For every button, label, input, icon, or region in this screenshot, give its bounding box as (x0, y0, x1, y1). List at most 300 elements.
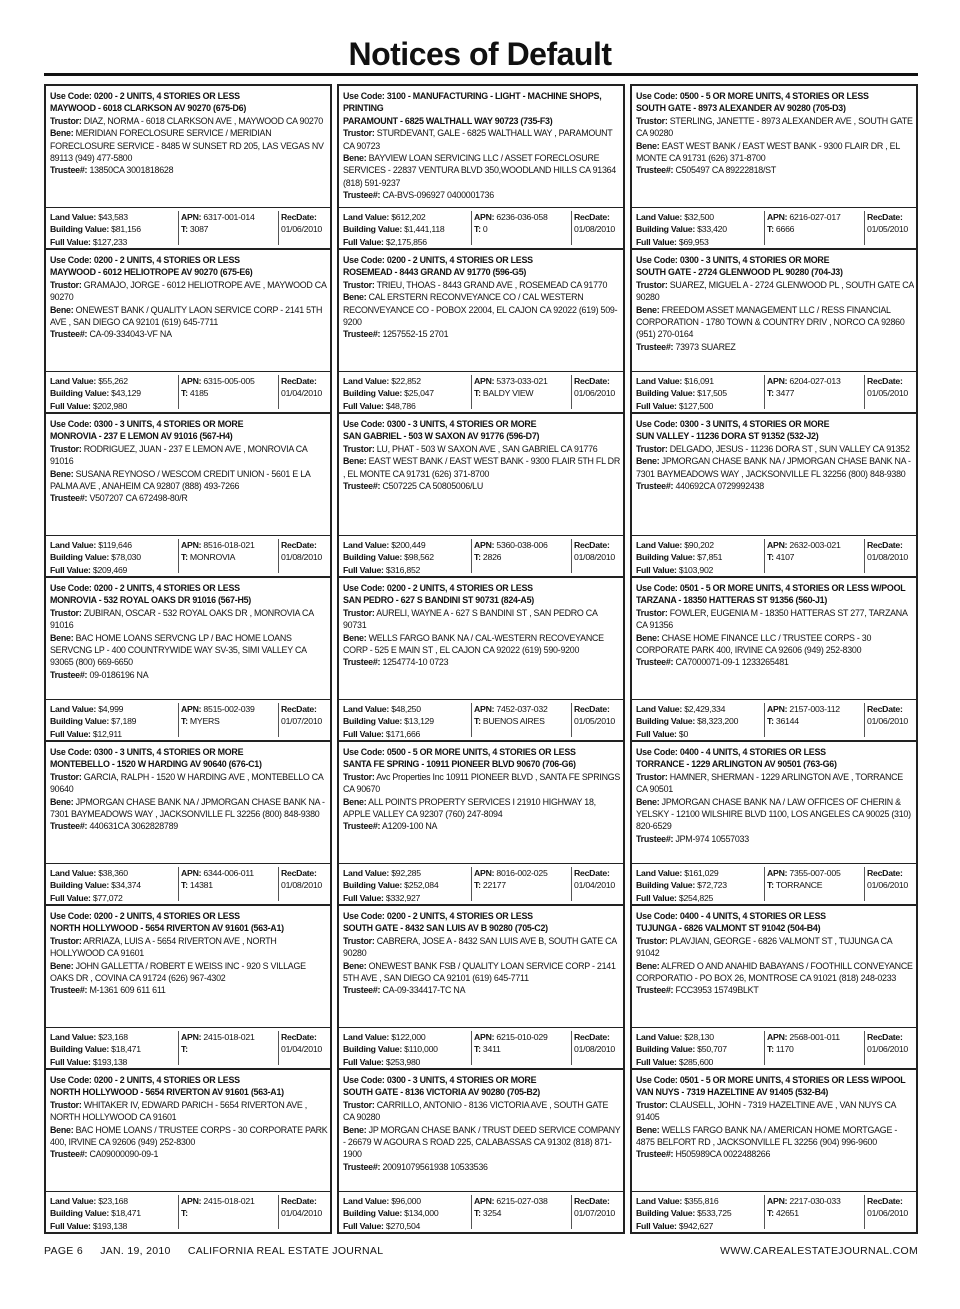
record-date (278, 375, 331, 409)
trustor (50, 935, 328, 960)
valuations (636, 703, 760, 740)
tract-label: T: (767, 1208, 774, 1219)
full-value-label: Full Value: (50, 1220, 91, 1231)
rec-date-label: RecDate: (867, 1196, 903, 1206)
use-code (636, 1074, 914, 1086)
apn (767, 375, 865, 387)
tract-label: T: (767, 388, 774, 399)
trustee-number (50, 820, 328, 832)
apn-value: 6216-027-017 (789, 212, 841, 222)
tract-label: T: (767, 880, 774, 891)
property-address: MAYWOOD - 6012 HELIOTROPE AV 90270 (675-E6) (50, 267, 253, 278)
footer-page: PAGE 6 (44, 1245, 83, 1257)
trustor-value: TRIEU, THOAS - 8443 GRAND AVE , ROSEMEAD CA 91770 (376, 279, 608, 290)
land-value (50, 375, 174, 387)
notice-entry (46, 414, 330, 578)
beneficiary-label: Bene: (343, 153, 367, 164)
notice-body (343, 1074, 621, 1186)
rec-date-value: 01/08/2010 (281, 880, 322, 891)
trustee-number-value: 20091079561938 10533536 (382, 1161, 488, 1172)
trustor-value: FOWLER, EUGENIA M - 18350 HATTERAS ST 277, TARZANA CA 91356 (636, 607, 908, 631)
value-row (46, 535, 330, 576)
notice-entry (46, 86, 330, 250)
building-value-label: Building Value: (636, 1208, 695, 1219)
tract-value: 3477 (775, 388, 795, 399)
rec-date-label: RecDate: (281, 868, 317, 878)
notice-body (343, 910, 621, 1022)
beneficiary-label: Bene: (50, 468, 74, 479)
building-value-value: $72,723 (697, 880, 727, 891)
footer-left (44, 1245, 397, 1257)
valuations (50, 539, 174, 576)
rec-date-label: RecDate: (867, 868, 903, 878)
rec-date-value: 01/06/2010 (281, 224, 322, 235)
rec-date-value: 01/04/2010 (574, 880, 615, 891)
trustor-label: Trustor: (636, 771, 668, 782)
building-value (50, 1207, 174, 1219)
notice-entry (46, 1070, 330, 1234)
footer-date: JAN. 19, 2010 (100, 1245, 171, 1257)
rec-date-label: RecDate: (281, 704, 317, 714)
trustee-number (636, 1148, 914, 1160)
notice-body (343, 254, 621, 366)
parcel-info (764, 703, 865, 737)
record-date (864, 375, 917, 409)
beneficiary-value: ONEWEST BANK FSB / QUALITY LOAN SERVICE CORP - 2141 5TH AVE , SAN DIEGO CA 92101 (619) 645-7711 (343, 960, 616, 984)
land-value (636, 867, 760, 879)
trustor-label: Trustor: (636, 443, 668, 454)
parcel-info (471, 1031, 572, 1065)
use-code (636, 418, 914, 430)
tract-value: 3254 (482, 1208, 502, 1219)
full-value-value: $316,852 (385, 564, 421, 575)
beneficiary-label: Bene: (636, 632, 660, 643)
land-value-value: $23,168 (98, 1032, 128, 1042)
use-code-value: 0300 - 3 UNITS, 4 STORIES OR MORE (679, 419, 830, 429)
tract (767, 879, 865, 891)
apn (181, 539, 279, 551)
tract-label: T: (181, 880, 188, 891)
building-value-value: $43,129 (111, 388, 141, 399)
trustor-value: WHITAKER IV, EDWARD PARICH - 5654 RIVERTON AVE , NORTH HOLLYWOOD CA 91601 (50, 1099, 307, 1123)
trustor-value: Avc Properties Inc 10911 PIONEER BLVD , SANTA FE SPRINGS CA 90670 (343, 771, 621, 795)
record-date (278, 539, 331, 573)
property-address: NORTH HOLLYWOOD - 5654 RIVERTON AV 91601 (563-A1) (50, 923, 284, 934)
trustee-number-label: Trustee#: (636, 165, 674, 176)
full-value-value: $69,953 (678, 236, 709, 247)
trustor-value: CLAUSELL, JOHN - 7319 HAZELTINE AVE , VAN NUYS CA 91405 (636, 1099, 896, 1123)
land-value-label: Land Value: (343, 1196, 390, 1206)
tract (767, 551, 865, 563)
building-value-value: $7,189 (111, 716, 137, 727)
use-code-label: Use Code: (636, 911, 678, 921)
building-value-label: Building Value: (343, 880, 402, 891)
notice-entry (632, 578, 916, 742)
value-row (339, 371, 623, 412)
trustee-number (343, 1161, 621, 1173)
rec-date-label: RecDate: (281, 1196, 317, 1206)
use-code-label: Use Code: (50, 255, 92, 265)
building-value (50, 223, 174, 235)
building-value (636, 387, 760, 399)
trustor (343, 771, 621, 796)
full-value-value: $253,980 (385, 1056, 421, 1067)
full-value-label: Full Value: (343, 236, 384, 247)
full-value (50, 400, 174, 412)
full-value-value: $285,600 (678, 1056, 714, 1067)
use-code-value: 0200 - 2 UNITS, 4 STORIES OR LESS (93, 1075, 240, 1085)
use-code-value: 3100 - MANUFACTURING - LIGHT - MACHINE SHOPS, PRINTING (343, 91, 602, 114)
beneficiary-label: Bene: (50, 304, 74, 315)
apn-label: APN: (474, 212, 495, 222)
building-value (636, 715, 760, 727)
property-address: MAYWOOD - 6018 CLARKSON AV 90270 (675-D6) (50, 103, 247, 114)
record-date (864, 867, 917, 901)
tract (767, 1207, 865, 1219)
building-value-value: $7,851 (697, 552, 723, 563)
rec-date-value: 01/06/2010 (574, 388, 615, 399)
land-value-value: $22,852 (391, 376, 421, 386)
building-value (343, 879, 467, 891)
apn-value: 7355-007-005 (789, 868, 841, 878)
tract-label: T: (181, 716, 188, 727)
use-code-value: 0300 - 3 UNITS, 4 STORIES OR MORE (93, 419, 244, 429)
trustor-value: GRAMAJO, JORGE - 6012 HELIOTROPE AVE , MAYWOOD CA 90270 (50, 279, 327, 303)
beneficiary (636, 960, 914, 985)
tract-label: T: (474, 552, 481, 563)
land-value-label: Land Value: (343, 868, 390, 878)
trustor (343, 607, 621, 632)
notice-body (636, 418, 914, 530)
full-value (50, 892, 174, 904)
land-value-value: $48,250 (391, 704, 421, 714)
trustee-number-label: Trustee#: (50, 165, 88, 176)
apn-value: 2415-018-021 (203, 1032, 255, 1042)
use-code (343, 1074, 621, 1086)
full-value (343, 400, 467, 412)
building-value-value: $18,471 (111, 1044, 141, 1055)
trustee-number-label: Trustee#: (636, 1149, 674, 1160)
building-value (50, 1043, 174, 1055)
trustor (343, 127, 621, 152)
parcel-info (178, 1031, 279, 1065)
notice-entry (46, 250, 330, 414)
rec-date-label: RecDate: (281, 1032, 317, 1042)
use-code-value: 0200 - 2 UNITS, 4 STORIES OR LESS (386, 911, 533, 921)
trustee-number-value: M-1361 609 611 611 (89, 985, 166, 996)
building-value-value: $34,374 (111, 880, 141, 891)
trustee-number (343, 984, 621, 996)
trustor-label: Trustor: (636, 115, 668, 126)
building-value-label: Building Value: (343, 552, 402, 563)
apn-label: APN: (767, 376, 788, 386)
use-code-value: 0400 - 4 UNITS, 4 STORIES OR LESS (679, 911, 826, 921)
record-date (864, 1031, 917, 1065)
land-value (343, 539, 467, 551)
tract-value: BUENOS AIRES (482, 716, 545, 727)
beneficiary-value: CAL ERSTERN RECONVEYANCE CO / CAL WESTERN RECONVEYANCE CO - POBOX 22004, EL CAJON CA 92022 (619) 509-9200 (343, 292, 618, 328)
full-value (50, 564, 174, 576)
notice-body (636, 90, 914, 202)
trustee-number-label: Trustee#: (343, 657, 381, 668)
use-code-label: Use Code: (50, 911, 92, 921)
full-value-label: Full Value: (343, 1056, 384, 1067)
tract-value: 42651 (775, 1208, 799, 1219)
use-code (50, 1074, 328, 1086)
use-code (636, 910, 914, 922)
use-code-label: Use Code: (343, 911, 385, 921)
trustee-number-label: Trustee#: (343, 985, 381, 996)
value-row (46, 699, 330, 740)
full-value-label: Full Value: (343, 564, 384, 575)
land-value (50, 1031, 174, 1043)
trustor-label: Trustor: (343, 128, 375, 139)
full-value (636, 1220, 760, 1232)
valuations (50, 1031, 174, 1068)
notice-entry (339, 86, 623, 250)
rec-date-value: 01/06/2010 (867, 880, 908, 891)
apn (767, 539, 865, 551)
apn (474, 703, 572, 715)
beneficiary-label: Bene: (343, 1124, 367, 1135)
apn (767, 211, 865, 223)
beneficiary-value: ONEWEST BANK / QUALITY LAON SERVICE CORP - 2141 5TH AVE , SAN DIEGO CA 92101 (619) 645-7711 (50, 304, 323, 328)
trustee-number-label: Trustee#: (636, 833, 674, 844)
value-row (339, 535, 623, 576)
full-value (636, 400, 760, 412)
apn (474, 211, 572, 223)
tract-value: BALDY VIEW (482, 388, 534, 399)
beneficiary (636, 140, 914, 165)
record-date (571, 539, 624, 573)
trustee-number (343, 656, 621, 668)
rec-date-label: RecDate: (867, 376, 903, 386)
rec-date-label: RecDate: (867, 212, 903, 222)
building-value-label: Building Value: (636, 716, 695, 727)
full-value-value: $171,666 (385, 728, 421, 739)
notice-body (50, 1074, 328, 1186)
trustor-value: ZUBIRAN, OSCAR - 532 ROYAL OAKS DR , MONROVIA CA 91016 (50, 607, 314, 631)
building-value-label: Building Value: (636, 552, 695, 563)
trustor (636, 115, 914, 140)
building-value (636, 879, 760, 891)
valuations (343, 211, 467, 248)
trustor-value: RODRIGUEZ, JUAN - 237 E LEMON AVE , MONROVIA CA 91016 (50, 443, 308, 467)
beneficiary-label: Bene: (50, 128, 74, 139)
notice-body (636, 746, 914, 858)
record-date (571, 375, 624, 409)
trustee-number (636, 480, 914, 492)
record-date (864, 539, 917, 573)
full-value-value: $127,233 (92, 236, 128, 247)
use-code-label: Use Code: (636, 583, 678, 593)
full-value-label: Full Value: (636, 1220, 677, 1231)
parcel-info (178, 539, 279, 573)
full-value-value: $0 (678, 728, 689, 739)
use-code-label: Use Code: (343, 91, 385, 101)
beneficiary (636, 796, 914, 833)
beneficiary-value: JP MORGAN CHASE BANK / TRUST DEED SERVICE COMPANY - 26679 W AGOURA S ROAD 225, CALABASSAS CA 91302 (818) 871-1900 (343, 1124, 621, 1160)
beneficiary (50, 960, 328, 985)
record-date (571, 1031, 624, 1065)
rec-date-value: 01/06/2010 (867, 716, 908, 727)
land-value-label: Land Value: (50, 1032, 97, 1042)
valuations (636, 1195, 760, 1232)
building-value-label: Building Value: (343, 388, 402, 399)
trustee-number (636, 341, 914, 353)
beneficiary-value: FREEDOM ASSET MANAGEMENT LLC / RESS FINANCIAL CORPORATION - 1780 TOWN & COUNTRY DRIV , NORCO CA 92860 (951) 270-0164 (636, 304, 905, 340)
apn-value: 6344-006-011 (203, 868, 254, 878)
use-code-label: Use Code: (636, 255, 678, 265)
beneficiary-label: Bene: (636, 1124, 660, 1135)
parcel-info (178, 375, 279, 409)
record-date (278, 703, 331, 737)
parcel-info (471, 867, 572, 901)
rec-date-label: RecDate: (574, 376, 610, 386)
land-value-label: Land Value: (636, 540, 683, 550)
land-value (636, 703, 760, 715)
trustor-label: Trustor: (50, 115, 82, 126)
apn-value: 8515-002-039 (203, 704, 255, 714)
building-value-label: Building Value: (50, 388, 109, 399)
use-code-label: Use Code: (636, 419, 678, 429)
trustee-number-label: Trustee#: (636, 481, 674, 492)
tract-value: 4107 (775, 552, 795, 563)
beneficiary (343, 960, 621, 985)
apn-value: 2568-001-011 (789, 1032, 840, 1042)
apn-value: 2415-018-021 (203, 1196, 255, 1206)
apn-label: APN: (181, 540, 202, 550)
apn-value: 8016-002-025 (496, 868, 548, 878)
notice-entry (632, 906, 916, 1070)
notice-body (343, 582, 621, 694)
rec-date-value: 01/05/2010 (867, 388, 908, 399)
use-code-value: 0300 - 3 UNITS, 4 STORIES OR MORE (386, 419, 537, 429)
apn-label: APN: (181, 376, 202, 386)
valuations (50, 867, 174, 904)
tract (474, 551, 572, 563)
valuations (343, 867, 467, 904)
trustee-number-label: Trustee#: (636, 341, 674, 352)
full-value-value: $103,902 (678, 564, 714, 575)
land-value (343, 1031, 467, 1043)
valuations (343, 375, 467, 412)
use-code-value: 0300 - 3 UNITS, 4 STORIES OR MORE (93, 747, 244, 757)
parcel-info (764, 1195, 865, 1229)
valuations (636, 211, 760, 248)
record-date (571, 867, 624, 901)
value-row (339, 1027, 623, 1068)
rec-date-value: 01/04/2010 (281, 388, 322, 399)
trustee-number-value: C507225 CA 50805006/LU (382, 481, 484, 492)
land-value (343, 703, 467, 715)
rec-date-value: 01/04/2010 (281, 1208, 322, 1219)
trustor-label: Trustor: (636, 935, 668, 946)
trustor-value: HAMNER, SHERMAN - 1229 ARLINGTON AVE , TORRANCE CA 90501 (636, 771, 903, 795)
rec-date-value: 01/08/2010 (867, 552, 908, 563)
tract-label: T: (474, 1044, 481, 1055)
value-row (632, 1191, 916, 1232)
notice-entry (46, 906, 330, 1070)
notice-entry (46, 742, 330, 906)
building-value-label: Building Value: (636, 388, 695, 399)
use-code (50, 746, 328, 758)
trustee-number-value: 1254774-10 0723 (382, 657, 449, 668)
beneficiary (343, 455, 621, 480)
trustor (343, 443, 621, 455)
building-value-label: Building Value: (50, 1044, 109, 1055)
record-date (278, 867, 331, 901)
apn-label: APN: (474, 704, 495, 714)
use-code-label: Use Code: (50, 583, 92, 593)
building-value-label: Building Value: (636, 224, 695, 235)
land-value (636, 1195, 760, 1207)
notice-body (636, 582, 914, 694)
tract (181, 551, 279, 563)
building-value (636, 1207, 760, 1219)
parcel-info (764, 1031, 865, 1065)
apn-value: 6317-001-014 (203, 212, 255, 222)
land-value-value: $2,429,334 (684, 704, 726, 714)
land-value-value: $90,202 (684, 540, 714, 550)
apn-label: APN: (474, 376, 495, 386)
apn-label: APN: (767, 1196, 788, 1206)
trustor-label: Trustor: (636, 279, 668, 290)
parcel-info (764, 375, 865, 409)
building-value-value: $25,047 (404, 388, 434, 399)
rec-date-value: 01/07/2010 (574, 1208, 615, 1219)
apn-label: APN: (767, 212, 788, 222)
value-row (46, 371, 330, 412)
building-value (343, 387, 467, 399)
full-value-label: Full Value: (636, 400, 677, 411)
trustee-number-value: 1257552-15 2701 (382, 329, 449, 340)
building-value-label: Building Value: (636, 880, 695, 891)
beneficiary-label: Bene: (50, 796, 74, 807)
trustee-number (636, 656, 914, 668)
tract (767, 387, 865, 399)
rec-date-value: 01/08/2010 (574, 224, 615, 235)
rec-date-label: RecDate: (281, 212, 317, 222)
apn-label: APN: (181, 868, 202, 878)
record-date (864, 211, 917, 245)
valuations (636, 375, 760, 412)
notice-entry (632, 742, 916, 906)
beneficiary-label: Bene: (343, 292, 367, 303)
building-value-label: Building Value: (343, 716, 402, 727)
trustor-label: Trustor: (50, 935, 82, 946)
apn-label: APN: (474, 868, 495, 878)
property-address: SOUTH GATE - 2724 GLENWOOD PL 90280 (704-J3) (636, 267, 843, 278)
valuations (343, 539, 467, 576)
building-value (343, 715, 467, 727)
building-value (50, 551, 174, 563)
tract-value: 1170 (775, 1044, 794, 1055)
notice-body (50, 418, 328, 530)
beneficiary (343, 291, 621, 328)
use-code-label: Use Code: (636, 1075, 678, 1085)
tract (181, 879, 279, 891)
beneficiary-label: Bene: (636, 960, 660, 971)
beneficiary (50, 304, 328, 329)
property-address: NORTH HOLLYWOOD - 5654 RIVERTON AV 91601 (563-A1) (50, 1087, 284, 1098)
trustor-value: LU, PHAT - 503 W SAXON AVE , SAN GABRIEL CA 91776 (376, 443, 598, 454)
beneficiary-label: Bene: (636, 140, 660, 151)
land-value-value: $55,262 (98, 376, 128, 386)
trustor-label: Trustor: (343, 935, 375, 946)
valuations (50, 211, 174, 248)
land-value (636, 1031, 760, 1043)
